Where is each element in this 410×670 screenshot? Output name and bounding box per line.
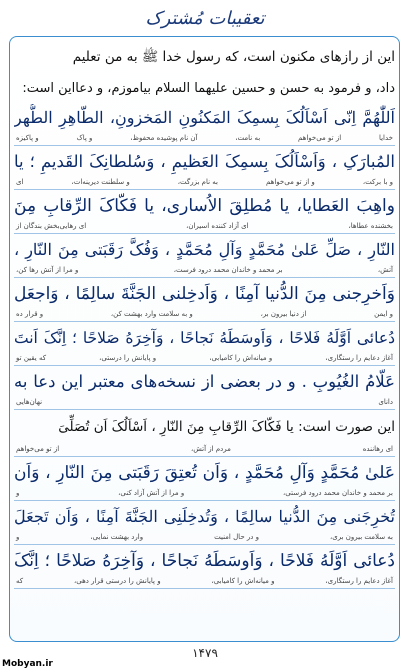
prayer-line	[14, 148, 395, 190]
line-text-row	[14, 547, 395, 575]
translation-word: خدایا	[378, 134, 393, 142]
prayer-line	[14, 547, 395, 589]
translation-word: و قرار ده	[16, 310, 44, 318]
arabic-text: واهِبَ العَطایا، یا مُطلِقَ الاُساری، یا فَکّاکَ الرِّقابِ مِنَ	[14, 196, 395, 216]
translation-word: وارد بهشت نمایی،	[90, 533, 144, 541]
translation-word: آتش،	[377, 266, 393, 274]
arabic-text: دُعائی اَوَّلَهُ فَلاحًا ، وَاَوسَطَهُ نَجاحًا ، وَآخِرَهُ صَلاحًا ؛ اِنَّکَ اَنتَ	[14, 329, 395, 347]
arabic-text: عَلیٰ مُحَمَّدٍ وَآلِ مُحَمَّدٍ ، وَاَن تُعتِقَ رَقَبَتی مِنَ النّارِ ، وَاَن	[14, 463, 395, 483]
page-number: ۱۴۷۹	[192, 646, 218, 660]
line-text-row	[14, 104, 395, 132]
persian-text: این صورت است: یا فَکّاکَ الرِّقابِ مِنَ النّارِ ، اَسْاَلُکَ اَن تُصَلِّیَ	[58, 419, 395, 435]
translation-word: ای	[16, 178, 24, 186]
translation-word: و مرا از آتش رها کن،	[16, 266, 79, 274]
line-text-row	[14, 148, 395, 176]
document-body	[14, 42, 395, 591]
watermark: Mobyan.ir	[2, 659, 53, 669]
translation-word: و میانه‌اش را کامیابی،	[211, 577, 275, 585]
arabic-text: تُخرِجَنی مِنَ الدُّنیا سالِمًا ، وَتُدخِلَنِی الجَنَّةَ آمِنًا ، وَاَن تَجعَلَ	[14, 507, 395, 526]
persian-text: داد، و فرمود به حسن و حسین علیهما السلام بیاموزم، و دعااین است:	[22, 81, 395, 96]
translation-word: و سلطنت دیرینه‌ات،	[71, 178, 130, 186]
translation-word: مردم از آتش،	[191, 445, 231, 453]
translation-word: دانای	[378, 398, 393, 406]
translation-word: ای رهاننده	[362, 445, 393, 453]
prayer-line	[14, 280, 395, 322]
line-text-row	[14, 368, 395, 396]
line-text-row	[14, 503, 395, 531]
prayer-line	[14, 236, 395, 278]
translation-row	[14, 531, 395, 545]
line-text-row	[14, 280, 395, 308]
line-text-row	[14, 42, 395, 73]
translation-row	[14, 176, 395, 190]
text-line	[14, 73, 395, 104]
prayer-line	[14, 192, 395, 234]
translation-row	[14, 575, 395, 589]
translation-row	[14, 352, 395, 366]
translation-word: به سلامت بیرون بری،	[329, 533, 393, 541]
translation-row	[14, 264, 395, 278]
text-line	[14, 412, 395, 457]
line-text-row	[14, 459, 395, 487]
translation-row	[14, 487, 395, 501]
translation-word: و ایمن	[374, 310, 393, 318]
translation-word: و پایانش را درستی قرار دهی،	[73, 577, 161, 585]
line-text-row	[14, 192, 395, 220]
page-title: تعقیبات مُشترک	[145, 8, 265, 29]
translation-row	[14, 132, 395, 146]
line-text-row	[14, 236, 395, 264]
translation-word: و پایانش را درستی،	[99, 354, 157, 362]
translation-word: که یقین تو	[16, 354, 47, 362]
translation-word: و با برکت،	[362, 178, 393, 186]
translation-word: بخشنده عطاها،	[348, 222, 393, 230]
translation-word: و	[16, 533, 20, 541]
text-line	[14, 42, 395, 73]
translation-word: آغاز دعایم را رستگاری،	[325, 577, 393, 585]
translation-row	[14, 396, 395, 410]
persian-text: این از رازهای مکنون است، که رسول خدا ﷺ به من تعلیم	[72, 49, 395, 65]
translation-word: و پاکیزه	[16, 134, 39, 142]
prayer-line	[14, 324, 395, 366]
translation-row	[14, 308, 395, 322]
translation-word: و در حال امنیت	[214, 533, 259, 541]
translation-word: بر محمد و خاندان محمد درود فرست،	[173, 266, 283, 274]
translation-word: و مرا از آتش آزاد کنی،	[118, 489, 185, 497]
translation-word: از تو می‌خواهم	[16, 445, 60, 453]
translation-word: و میانه‌اش را کامیابی،	[209, 354, 273, 362]
prayer-line	[14, 104, 395, 146]
line-text-row	[14, 73, 395, 104]
arabic-text: المُبارَکِ ، وَاَسْاَلُکَ بِسمِکَ العَظیمِ ، وَسُلطانِکَ القَدیمِ ؛ یا	[14, 152, 395, 171]
translation-word: و پاک	[76, 134, 93, 142]
arabic-text: وَاَخرِجنی مِنَ الدُّنیا آمِنًا ، وَاَدخِلنی الجَنَّةَ سالِمًا ، وَاجعَل	[14, 284, 395, 304]
line-text-row	[14, 324, 395, 352]
translation-word: و	[16, 489, 20, 497]
arabic-text: اَللّٰهُمَّ اِنّی اَسْاَلُکَ بِسمِکَ المَکنُونِ المَخزونِ، الطّاهِرِ الطُّهر	[14, 108, 395, 127]
translation-word: ای آزاد کننده اسیران،	[186, 222, 249, 230]
translation-word: و از تو می‌خواهم	[266, 178, 315, 186]
translation-row	[14, 220, 395, 234]
prayer-line	[14, 459, 395, 501]
prayer-line	[14, 368, 395, 410]
arabic-text: عَلّامُ الغُیُوبِ . و در بعضی از نسخه‌های معتبر این دعا به	[14, 372, 395, 391]
translation-word: ای رهایی‌بخش بندگان از	[16, 222, 87, 230]
translation-word: که	[16, 577, 24, 585]
line-text-row	[14, 412, 395, 443]
translation-word: به نامت،	[235, 134, 261, 142]
translation-row	[14, 443, 395, 457]
translation-word: آن نام پوشیده محفوظ،	[130, 134, 198, 142]
translation-word: و به سلامت وارد بهشت کن،	[110, 310, 193, 318]
arabic-text: النّارِ ، صَلِّ عَلیٰ مُحَمَّدٍ وَآلِ مُحَمَّدٍ ، وَفُکَّ رَقَبَتی مِنَ النّارِ ،	[14, 240, 395, 259]
translation-word: از دنیا بیرون بر،	[260, 310, 307, 318]
translation-word: به نام بزرگت،	[177, 178, 218, 186]
arabic-text: دُعائی اَوَّلَهُ فَلاحًا ، وَاَوسَطَهُ نَجاحًا ، وَآخِرَهُ صَلاحًا ؛ اِنَّکَ	[14, 551, 395, 571]
translation-word: از تو می‌خواهم	[297, 134, 342, 142]
translation-word: آغاز دعایم را رستگاری،	[325, 354, 393, 362]
translation-word: بر محمد و خاندان محمد درود فرستی،	[283, 489, 393, 497]
prayer-line	[14, 503, 395, 545]
translation-word: نهان‌هایی	[16, 398, 43, 406]
